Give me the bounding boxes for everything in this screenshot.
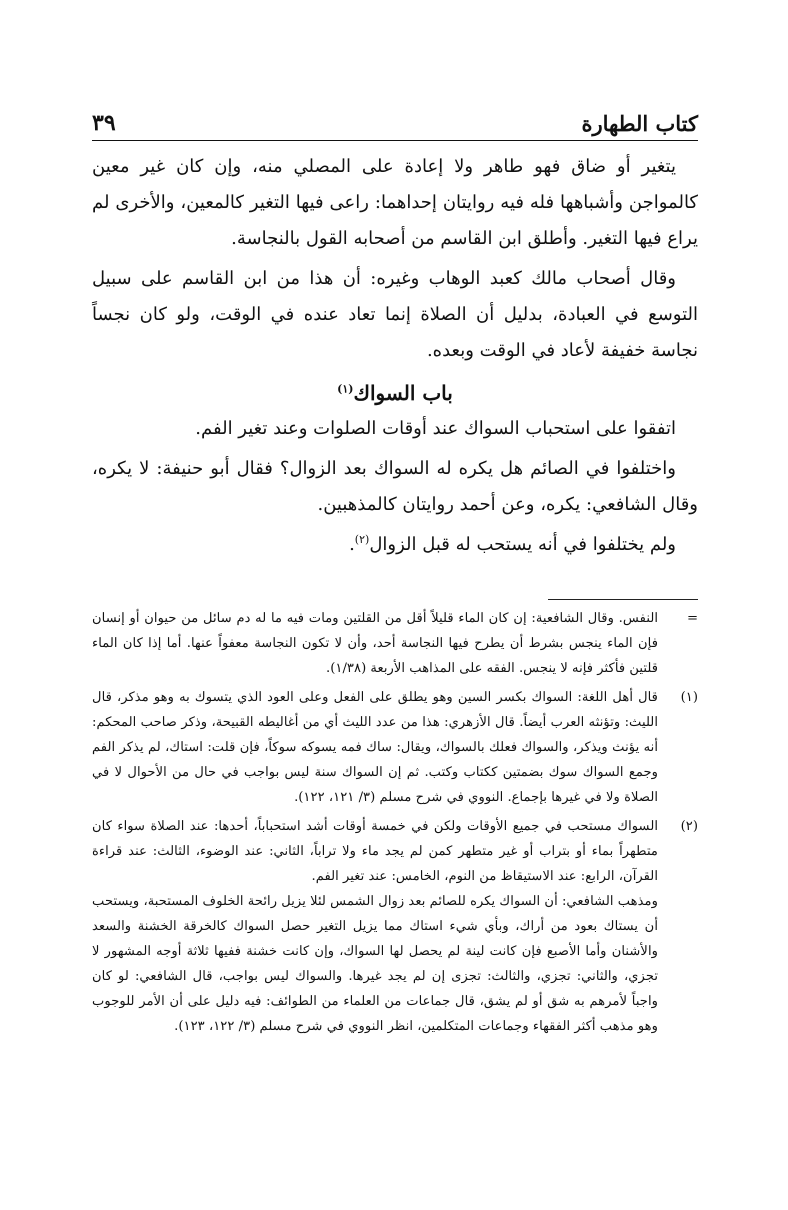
footnote-text (92, 814, 658, 1039)
paragraph-5-end: . (349, 534, 355, 555)
footnote-text: النفس. وقال الشافعية: إن كان الماء قليلاً أقل من القلتين ومات فيه ما له دم سائل من حيوان أو إنسان فإن الماء ينجس بشرط أن يطرح فيها النجاسة أحد، وأن لا تكون النجاسة معفواً عنها. أما إذا كان الماء قلتين فأكثر فإنه لا ينجس. الفقه على المذاهب الأربعة (١/٣٨). (92, 611, 658, 676)
footnote-2-part-a: السواك مستحب في جميع الأوقات ولكن في خمسة أوقات أشد استحباباً، أحدها: عند الصلاة سواء كان متطهراً بماء أو بتراب أو غير متطهر كمن لم يجد ماء ولا تراباً، الثاني: عند الوضوء، الثالث: عند قراءة القرآن، الرابع: عند الاستيقاظ من النوم، الخامس: عند تغير الفم. (92, 819, 658, 884)
paragraph-5-text: ولم يختلفوا في أنه يستحب له قبل الزوال (369, 534, 676, 555)
footnote-separator (548, 599, 698, 600)
footnote-1 (92, 685, 698, 810)
footnote-mark: = (686, 611, 698, 626)
book-page (92, 96, 698, 1039)
page-number: ٣٩ (92, 110, 116, 136)
footnote-2-part-b: ومذهب الشافعي: أن السواك يكره للصائم بعد زوال الشمس لئلا يزيل رائحة الخلوف المستحبة، ويستحب أن يستاك بعود من أراك، وبأي شيء استاك مما يزيل التغير حصل السواك كالخرقة الخشنة والسعد والأشنان وأما الأصبع فإن كانت لينة لم يحصل لها السواك، وإن كانت خشنة ففيها ثلاثة أوجه المشهور لا تجزي، والثاني: تجزي، والثالث: تجزى إن لم يجد غيرها. والسواك ليس بواجب، قال الشافعي: لو كان واجباً لأمرهم به شق أو لم يشق، قال جماعات من العلماء من الطوائف: فيه دليل على أن الأمر للوجوب وهو مذهب أكثر الفقهاء وجماعات المتكلمين، انظر النووي في شرح مسلم (٣/ ١٢٢، ١٢٣). (92, 894, 658, 1034)
footnote-2 (92, 814, 698, 1039)
running-title: كتاب الطهارة (581, 111, 698, 136)
paragraph-3: اتفقوا على استحباب السواك عند أوقات الصلوات وعند تغير الفم. (195, 418, 676, 439)
footnote-ref-2: (٢) (354, 533, 370, 546)
main-text (92, 149, 698, 563)
paragraph-2: وقال أصحاب مالك كعبد الوهاب وغيره: أن هذا من ابن القاسم على سبيل التوسع في العبادة، بدليل أن الصلاة إنما تعاد عنده في الوقت، ولو كان نجساً نجاسة خفيفة لأعاد في الوقت وبعده. (92, 268, 698, 361)
footnote-mark: (٢) (680, 819, 698, 834)
footnote-ref-1: (١) (337, 382, 354, 396)
paragraph-4: واختلفوا في الصائم هل يكره له السواك بعد الزوال؟ فقال أبو حنيفة: لا يكره، وقال الشافعي: يكره، وعن أحمد روايتان كالمذهبين. (92, 458, 698, 515)
chapter-title (92, 381, 698, 405)
paragraph-1: يتغير أو ضاق فهو طاهر ولا إعادة على المصلي منه، وإن كان غير معين كالمواجن وأشباهها فله فيه روايتان إحداهما: راعى فيها التغير كالمعين، والأخرى لم يراع فيها التغير. وأطلق ابن القاسم من أصحابه القول بالنجاسة. (92, 156, 698, 249)
footnotes (92, 606, 698, 1039)
paragraph-5 (92, 527, 698, 563)
chapter-title-text: باب السواك (353, 381, 453, 405)
footnote-continued (92, 606, 698, 681)
page-header (92, 96, 698, 141)
footnote-mark: (١) (680, 690, 698, 705)
footnote-text: قال أهل اللغة: السواك بكسر السين وهو يطلق على الفعل وعلى العود الذي يتسوك به وهو مذكر، قال الليث: وتؤنثه العرب أيضاً. قال الأزهري: هذا من عدد الليث أي من أغاليطه القبيحة، وذكر صاحب المحكم: أنه يؤنث ويذكر، والسواك فعلك بالسواك، ويقال: ساك فمه يسوكه سوكاً، فإن قلت: استاك، لم يذكر الفم وجمع السواك سوك بضمتين ككتاب وكتب. ثم إن السواك سنة ليس بواجب في حال من الأحوال لا في الصلاة ولا في غيرها بإجماع. النووي في شرح مسلم (٣/ ١٢١، ١٢٢). (92, 690, 658, 805)
